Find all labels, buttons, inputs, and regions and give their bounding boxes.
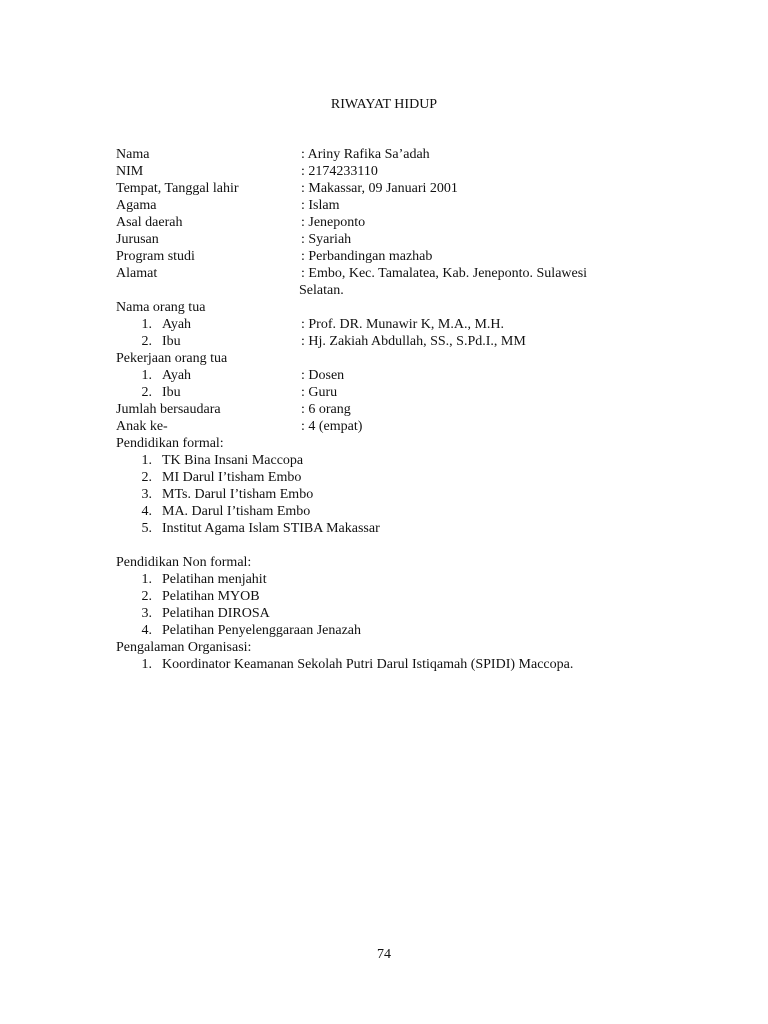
field-label: Anak ke-: [116, 419, 168, 434]
biodata-row-nama: [116, 146, 676, 163]
list-item: [116, 503, 676, 520]
list-text: MTs. Darul I’tisham Embo: [162, 487, 314, 502]
field-value: : Islam: [301, 198, 340, 213]
field-label: Tempat, Tanggal lahir: [116, 181, 239, 196]
list-item: [116, 520, 676, 537]
biodata-row-jurusan: [116, 231, 676, 248]
page-title: RIWAYAT HIDUP: [330, 97, 438, 112]
biodata-row-asal-daerah: [116, 214, 676, 231]
field-value: : Embo, Kec. Tamalatea, Kab. Jeneponto. Sulawesi: [301, 266, 588, 281]
field-label: Alamat: [116, 266, 158, 281]
orang-tua-row-ayah: [116, 316, 676, 333]
field-value: : Perbandingan mazhab: [301, 249, 433, 264]
orang-tua-row-ibu: [116, 333, 676, 350]
list-number: 1.: [141, 572, 152, 587]
list-item: [116, 486, 676, 503]
field-value: : Prof. DR. Munawir K, M.A., M.H.: [301, 317, 504, 332]
field-value: : 2174233110: [301, 164, 378, 179]
list-text: Pelatihan Penyelenggaraan Jenazah: [162, 623, 362, 638]
field-value: : Dosen: [301, 368, 345, 383]
field-value: : Syariah: [301, 232, 352, 247]
field-label: Program studi: [116, 249, 195, 264]
field-label: Nama: [116, 147, 150, 162]
list-text: Pelatihan menjahit: [162, 572, 267, 587]
field-label: Ibu: [162, 385, 181, 400]
section-heading-orang-tua: Nama orang tua: [116, 300, 206, 315]
field-value: : Guru: [301, 385, 338, 400]
list-number: 3.: [141, 487, 152, 502]
list-text: Institut Agama Islam STIBA Makassar: [162, 521, 380, 536]
list-text: Pelatihan MYOB: [162, 589, 260, 604]
blank-line: [116, 537, 676, 554]
section-heading-organisasi: Pengalaman Organisasi:: [116, 640, 252, 655]
list-number: 4.: [141, 623, 152, 638]
list-number: 2.: [141, 589, 152, 604]
list-number: 1.: [141, 657, 152, 672]
field-value: : 6 orang: [301, 402, 351, 417]
list-number: 1.: [141, 453, 152, 468]
list-item: [116, 656, 676, 673]
field-label: Asal daerah: [116, 215, 183, 230]
row-jumlah-bersaudara: [116, 401, 676, 418]
list-item: [116, 571, 676, 588]
biodata-row-program-studi: [116, 248, 676, 265]
field-value: : Ariny Rafika Sa’adah: [301, 147, 430, 162]
list-item: [116, 588, 676, 605]
field-label: Ayah: [162, 317, 192, 332]
list-number: 1.: [141, 368, 152, 383]
list-text: Koordinator Keamanan Sekolah Putri Darul Istiqamah (SPIDI) Maccopa.: [162, 657, 574, 672]
pekerjaan-row-ayah: [116, 367, 676, 384]
list-number: 5.: [141, 521, 152, 536]
section-heading-pekerjaan: Pekerjaan orang tua: [116, 351, 228, 366]
list-item: [116, 622, 676, 639]
section-heading-pendidikan-formal: Pendidikan formal:: [116, 436, 224, 451]
list-number: 2.: [141, 334, 152, 349]
field-label: Ayah: [162, 368, 192, 383]
biodata-row-alamat-continuation: [116, 282, 676, 299]
list-text: MI Darul I’tisham Embo: [162, 470, 302, 485]
field-value-continuation: Selatan.: [299, 283, 344, 298]
field-value: : Hj. Zakiah Abdullah, SS., S.Pd.I., MM: [301, 334, 526, 349]
list-number: 4.: [141, 504, 152, 519]
biodata-row-alamat: [116, 265, 676, 282]
document-body: [116, 146, 676, 673]
list-item: [116, 605, 676, 622]
field-label: NIM: [116, 164, 144, 179]
list-number: 1.: [141, 317, 152, 332]
field-label: Jurusan: [116, 232, 159, 247]
list-number: 2.: [141, 385, 152, 400]
list-text: Pelatihan DIROSA: [162, 606, 270, 621]
field-label: Jumlah bersaudara: [116, 402, 221, 417]
pekerjaan-row-ibu: [116, 384, 676, 401]
row-anak-ke: [116, 418, 676, 435]
field-value: : Jeneponto: [301, 215, 366, 230]
list-text: TK Bina Insani Maccopa: [162, 453, 304, 468]
field-label: Agama: [116, 198, 157, 213]
list-text: MA. Darul I’tisham Embo: [162, 504, 311, 519]
list-number: 3.: [141, 606, 152, 621]
field-label: Ibu: [162, 334, 181, 349]
field-value: : Makassar, 09 Januari 2001: [301, 181, 458, 196]
biodata-row-ttl: [116, 180, 676, 197]
biodata-row-nim: [116, 163, 676, 180]
biodata-row-agama: [116, 197, 676, 214]
list-item: [116, 469, 676, 486]
list-item: [116, 452, 676, 469]
list-number: 2.: [141, 470, 152, 485]
section-heading-pendidikan-non-formal: Pendidikan Non formal:: [116, 555, 252, 570]
page-number: 74: [377, 947, 391, 962]
field-value: : 4 (empat): [301, 419, 363, 434]
